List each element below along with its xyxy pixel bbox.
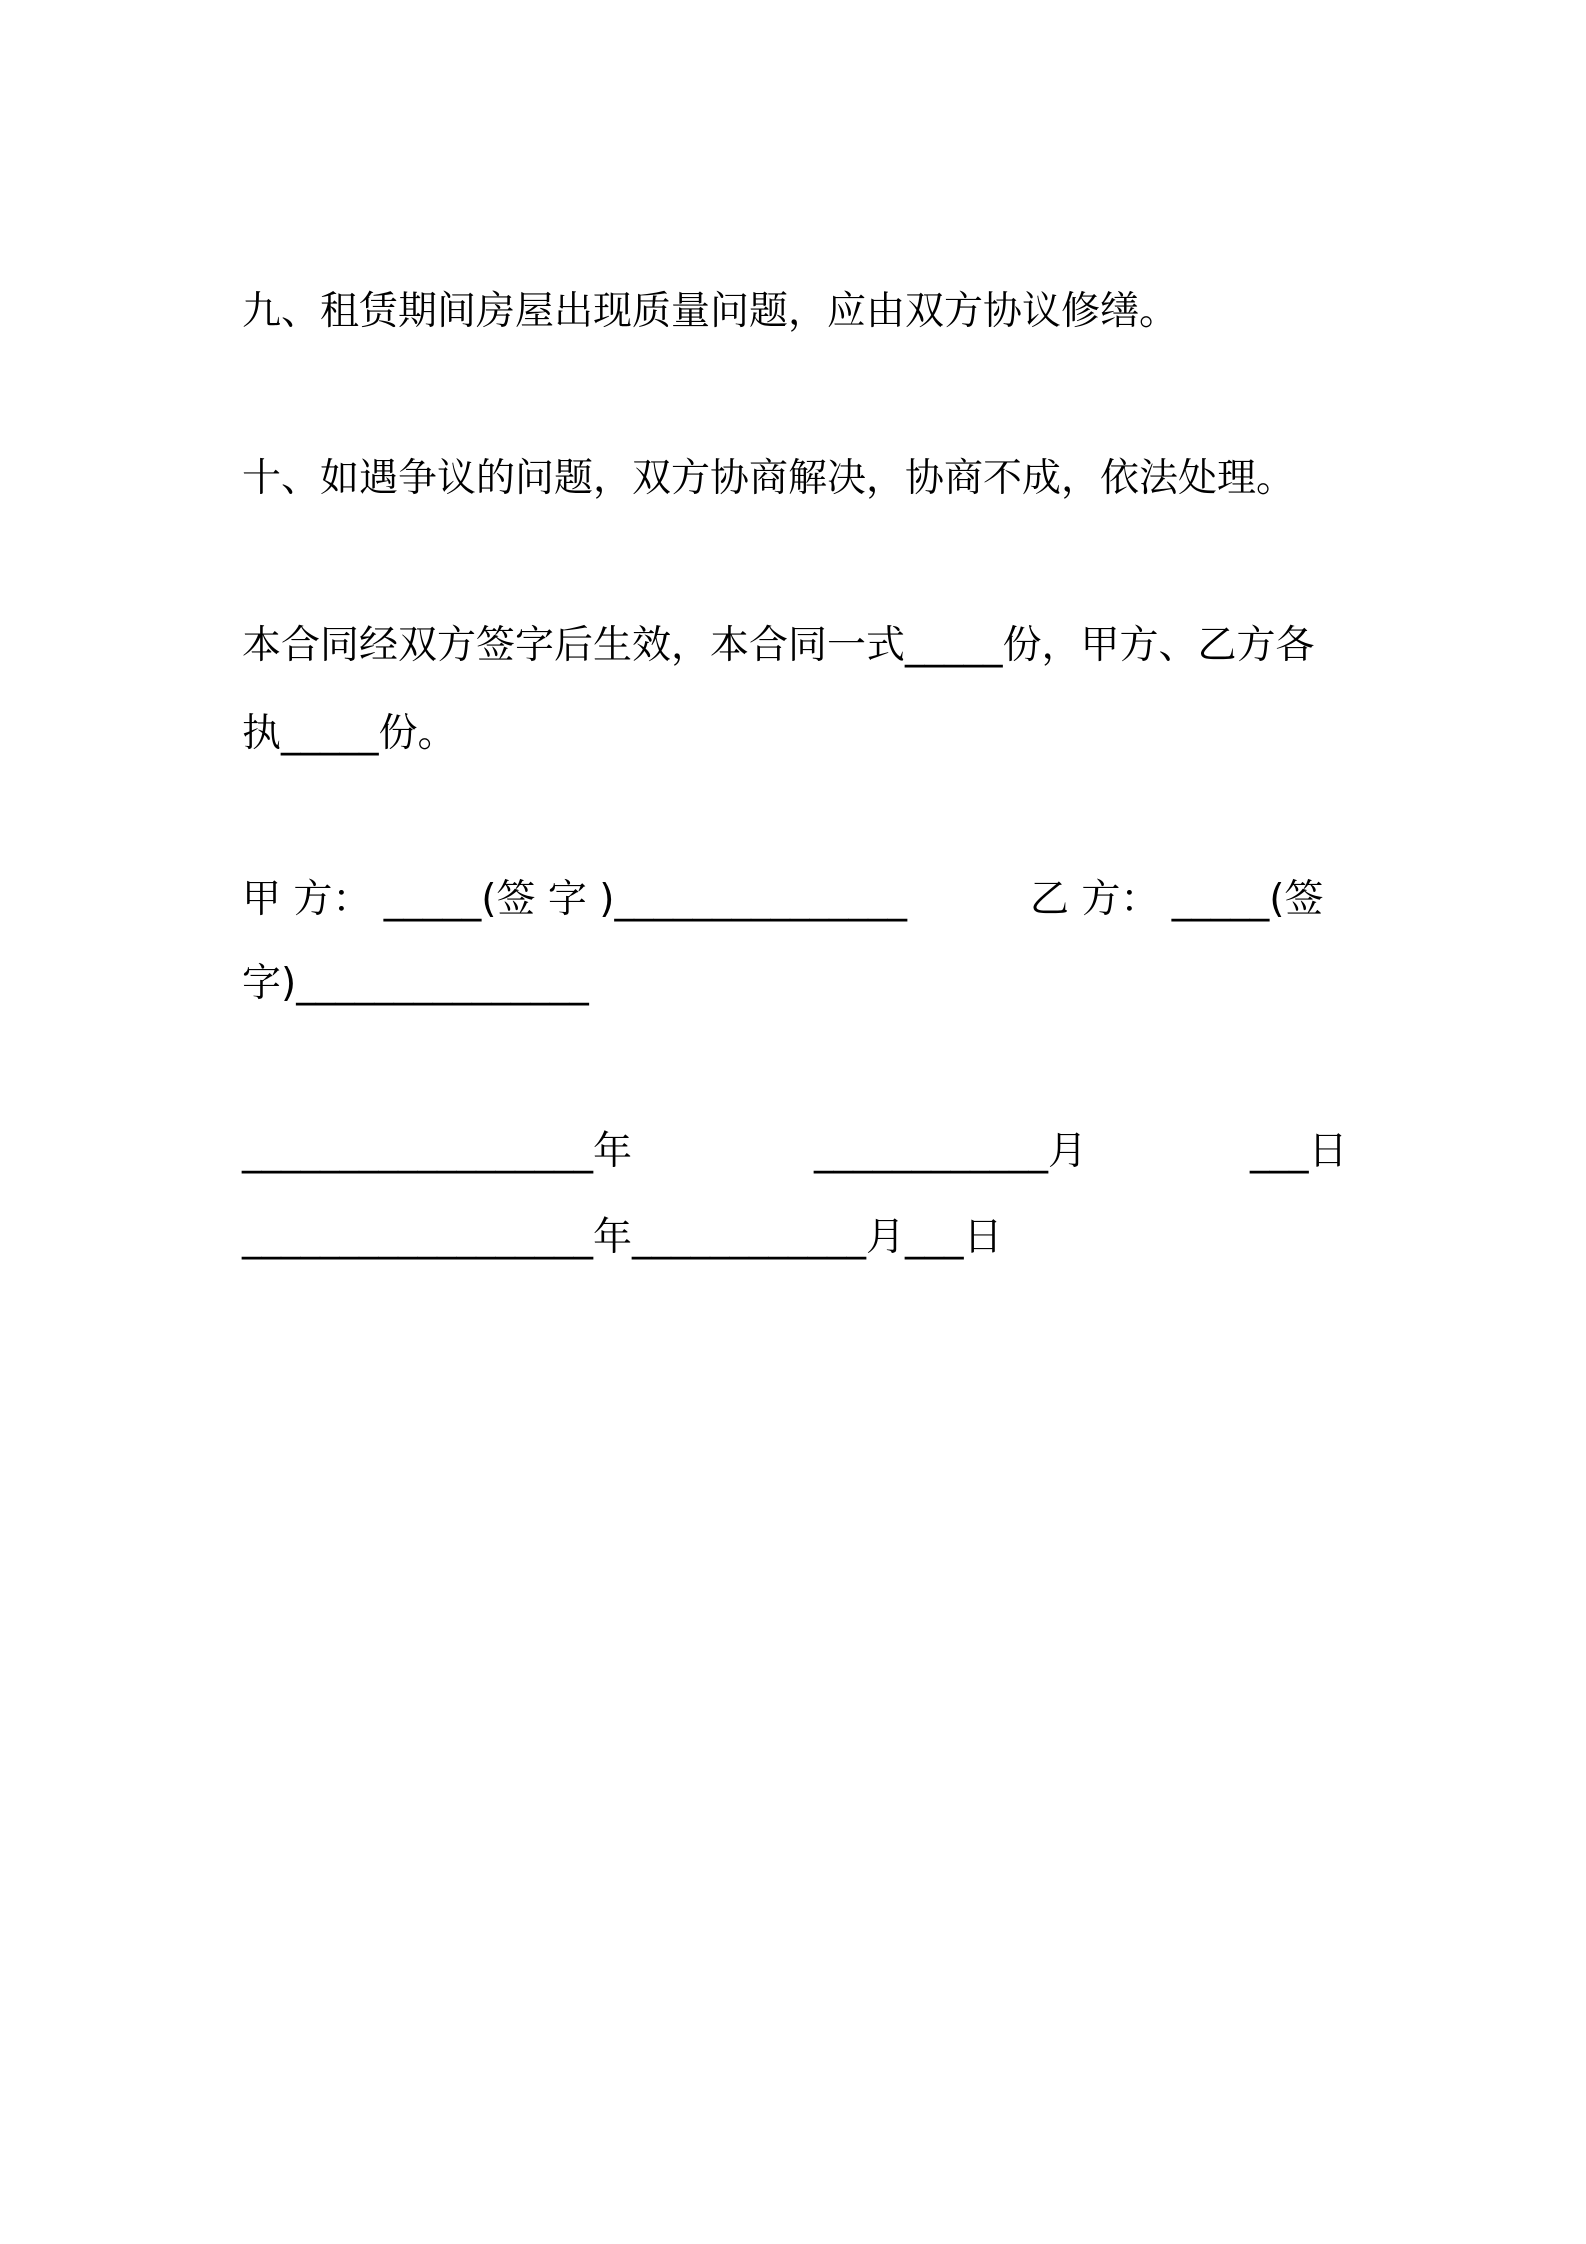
party-a-signature: 甲 方： _____(签 字 )_______________ — [242, 877, 908, 922]
date-month-field: ____________月 — [814, 1129, 1088, 1174]
signature-continuation: 字)_______________ — [242, 961, 589, 1006]
date-row-2: __________________年____________月___日 — [242, 1215, 1003, 1260]
date-day-field: ___日 — [1250, 1129, 1348, 1174]
clause-9: 九、租赁期间房屋出现质量问题，应由双方协议修缮。 — [242, 289, 1179, 334]
effect-clause-line-2: 执_____份。 — [242, 711, 457, 756]
clause-10: 十、如遇争议的问题，双方协商解决，协商不成，依法处理。 — [242, 456, 1296, 501]
effect-clause-line-1: 本合同经双方签字后生效，本合同一式_____份，甲方、乙方各 — [242, 623, 1315, 668]
party-b-signature: 乙 方： _____(签 — [1030, 877, 1324, 922]
signature-row — [242, 874, 1352, 930]
date-row-1 — [242, 1126, 1352, 1182]
date-year-field: __________________年 — [242, 1129, 633, 1174]
